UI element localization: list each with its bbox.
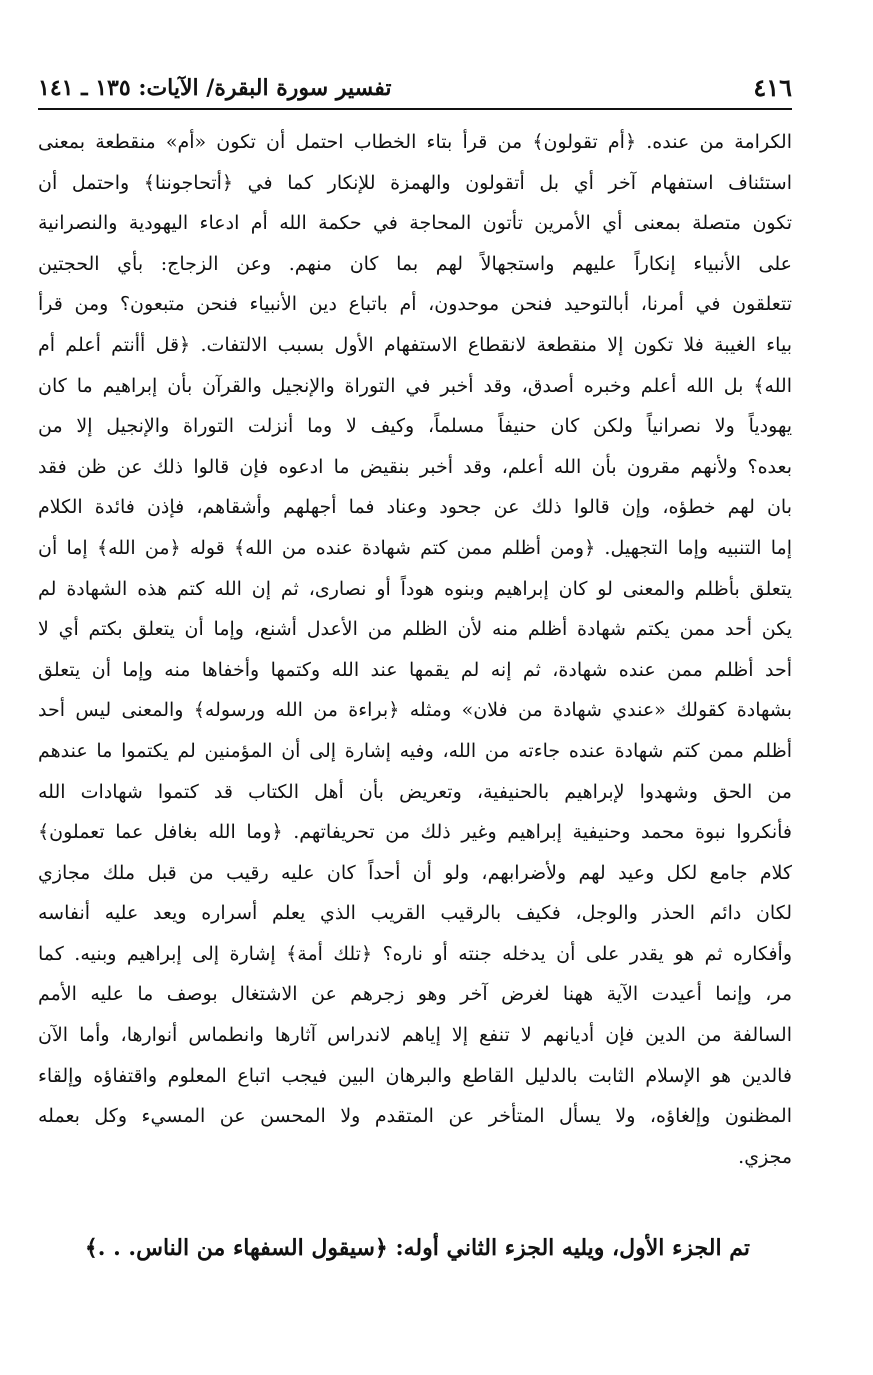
commentary-text [38,122,792,1177]
text-line: بشهادة كقولك «عندي شهادة من فلان» ومثله ﴿براءة من الله ورسوله﴾ والمعنى ليس أحد [38,699,792,722]
text-line: لكان دائم الحذر والوجل، فكيف بالرقيب القريب الذي يعلم أسراره ويعد عليه أنفاسه [38,902,792,925]
text-line: أحد أظلم ممن عنده شهادة، ثم إنه لم يقمها عند الله وكتمها وأخفاها منه وإما أن يتعلق [38,658,792,681]
page-number: ٤١٦ [753,73,792,102]
text-line: مر، وإنما أعيدت الآية ههنا لغرض آخر وهو زجرهم عن الاشتغال بوصف ما عليه الأمم [38,983,792,1006]
page-header [38,70,792,106]
text-line: السالفة من الدين فإن أديانهم لا تنفع إلا إياهم لاندراس آثارها وانطماس أنوارها، وأما الآن [38,1024,792,1047]
text-line: الله﴾ بل الله أعلم وخبره أصدق، وقد أخبر في التوراة والإنجيل والقرآن بأن إبراهيم ما كان [38,374,792,397]
text-line: وأفكاره ثم هو يقدر على أن يدخله جنته أو ناره؟ ﴿تلك أمة﴾ إشارة إلى إبراهيم وبنيه. كما [38,942,792,965]
text-line: يتعلق بأظلم والمعنى لو كان إبراهيم وبنوه هوداً أو نصارى، ثم إن الله كتم هذه الشهادة لم [38,577,792,600]
text-line: بان لهم خطؤه، وإن قالوا ذلك عن جحود وعناد فما أجهلهم وأشقاهم، فإذن فائدة الكلام [38,496,792,519]
text-line: الكرامة من عنده. ﴿أم تقولون﴾ من قرأ بتاء الخطاب احتمل أن تكون «أم» منقطعة بمعنى [38,131,792,153]
text-line: من الحق وشهدوا لإبراهيم بالحنيفية، وتعريض بأن أهل الكتاب قد كتموا شهادات الله [38,780,792,803]
text-line: مجزي. [738,1145,792,1168]
text-line: تتعلقون في أمرنا، أبالتوحيد فنحن موحدون، أم باتباع دين الأنبياء فنحن متبعون؟ ومن قرأ [38,293,792,316]
running-title: تفسير سورة البقرة/ الآيات: ١٣٥ ـ ١٤١ [38,75,392,101]
text-line: أظلم ممن كتم شهادة عنده جاءته من الله، وفيه إشارة إلى أن المؤمنين لم يكتموا ما عندهم [38,739,792,762]
text-line: بعده؟ ولأنهم مقرون بأن الله أعلم، وقد أخبر بنقيض ما ادعوه فإن قالوا ذلك عن ظن فقد [38,455,792,478]
text-line: إما التنبيه وإما التجهيل. ﴿ومن أظلم ممن كتم شهادة عنده من الله﴾ قوله ﴿من الله﴾ إما أن [38,536,792,559]
text-line: بياء الغيبة فلا تكون إلا منقطعة لانقطاع الاستفهام الأول بسبب الالتفات. ﴿قل أأنتم أعلم أم [38,333,792,356]
header-divider [38,108,792,110]
text-line: تكون متصلة بمعنى أي الأمرين تأتون المحاجة في حكمة الله أم ادعاء اليهودية والنصرانية [38,212,792,235]
text-line: يهودياً ولا نصرانياً ولكن كان حنيفاً مسلماً، وكيف لا وما أنزلت التوراة والإنجيل إلا من [38,415,792,438]
text-line: على الأنبياء إنكاراً عليهم واستجهالاً لهم بما كان منهم. وعن الزجاج: بأي الحجتين [38,252,792,275]
text-line: فالدين هو الإسلام الثابت بالدليل القاطع والبرهان البين فيجب اتباع المعلوم واقتفاؤه وإلقاء [38,1064,792,1087]
text-line: فأنكروا نبوة محمد وحنيفية إبراهيم وغير ذلك من تحريفاتهم. ﴿وما الله بغافل عما تعملون﴾ [38,821,792,844]
volume-end-note: تم الجزء الأول، ويليه الجزء الثاني أوله: ﴿سيقول السفهاء من الناس. . .﴾ [84,1235,750,1261]
text-line: يكن أحد ممن يكتم شهادة أظلم منه لأن الظلم من الأعدل أشنع، وإما أن يتعلق بكتم أي لا [38,618,792,641]
text-line: المظنون وإلغاؤه، ولا يسأل المتأخر عن المتقدم ولا المحسن عن المسيء وكل بعمله [38,1105,792,1128]
text-line: استئناف استفهام آخر أي بل أتقولون والهمزة للإنكار كما في ﴿أتحاجوننا﴾ واحتمل أن [38,171,792,194]
text-line: كلام جامع لكل وعيد لهم ولأضرابهم، ولو أن أحداً كان عليه رقيب من قبل ملك مجازي [38,861,792,884]
